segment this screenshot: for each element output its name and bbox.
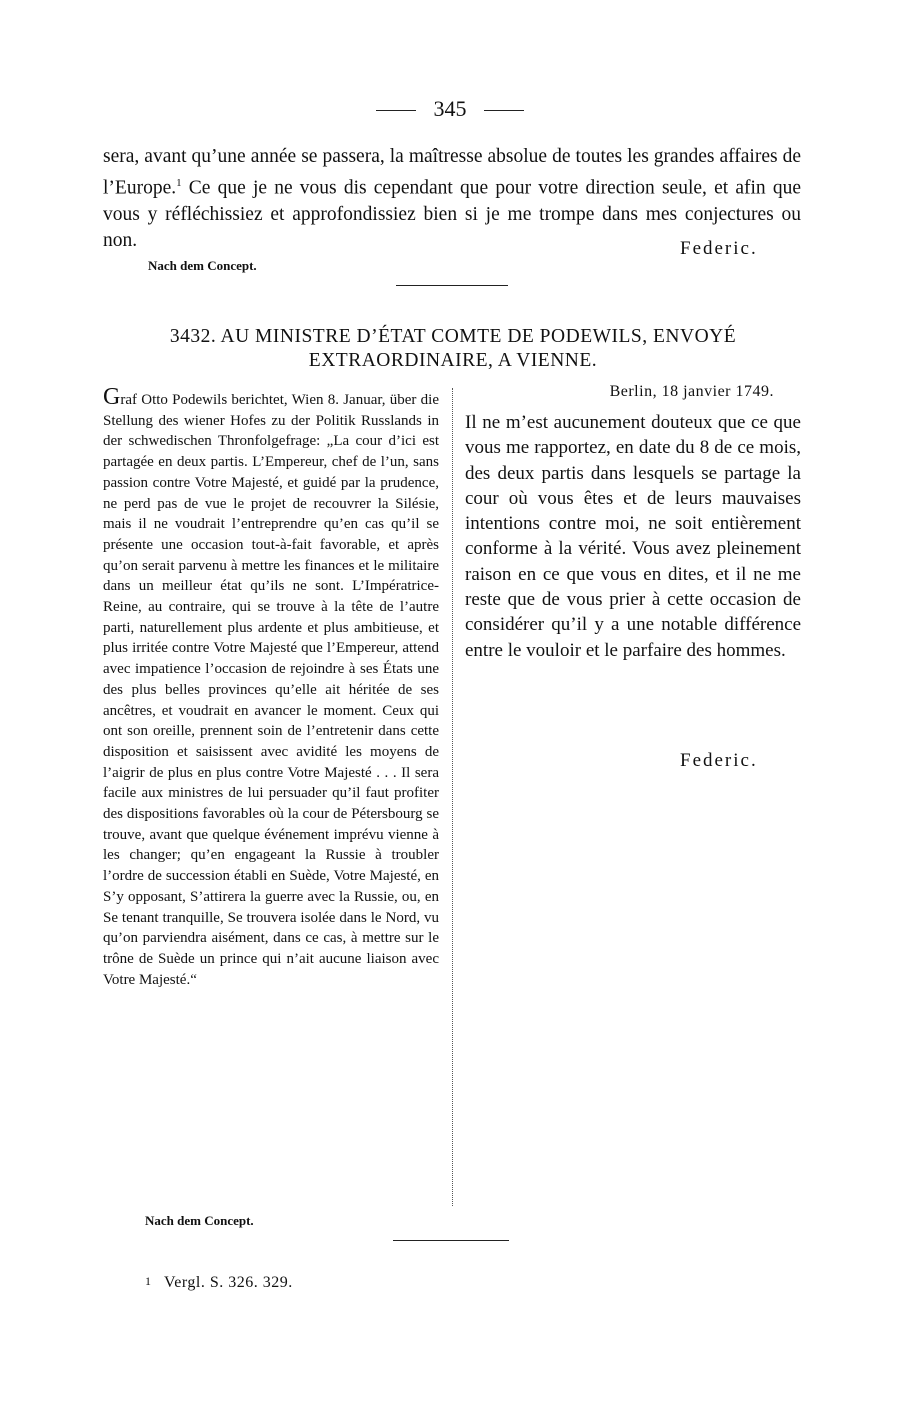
header-dash-right	[484, 110, 524, 111]
page-header	[0, 96, 900, 122]
column-separator	[452, 388, 453, 1206]
section-divider	[396, 285, 508, 286]
continuation-text: sera, avant qu’une année se passera, la maîtresse absolue de toutes les grandes affaires de l’Europe.	[103, 146, 801, 199]
footnote-divider	[393, 1240, 509, 1241]
footnote-mark: 1	[176, 177, 182, 189]
report-text: raf Otto Podewils berichtet, Wien 8. Januar, über die Stellung des wiener Hofes zu der Politik Russlands in der schwedischen Thronfolgefrage: „La cour d’ici est partagée en deux partis. L’Empereur, chef de l’un, sans passion contre Votre Majesté, et guidé par la prudence, ne perd pas de vue le projet de recouvrer la Silésie, mais il ne voudrait l’entreprendre qu’en cas qu’il se présente une occasion tout-à-fait favorable, et après qu’on serait parvenu à mettre les finances et le militaire dans un meilleur état qu’ils ne sont. L’Impératrice-Reine, au contraire, qui se trouve à la tête de l’autre parti, naturellement plus ardente et plus ambitieuse, et plus irritée contre Votre Majesté que l’Empereur, attend avec impatience l’occasion de rejoindre à ses États une des plus belles provinces qu’elle ait héritée de ses ancêtres, et voudrait en avancer le moment. Ceux qui ont son oreille, prennent soin de l’entretenir dans cette disposition et saisissent avec avidité les moyens de l’aigrir de plus en plus contre Votre Majesté . . . Il sera facile aux ministres de lui persuader qu’il faut profiter des dispositions favorables où la cour de Pétersbourg se trouve, avant que quelque événement imprévu vienne à les changer; qu’en engageant la Russie à troubler l’ordre de succession établi en Suède, Votre Majesté, en S’y opposant, S’attirera la guerre avec la Russie, ou, en Se tenant tranquille, Se trouvera isolée dans le Nord, vu qu’on parviendra aisément, dans ce cas, à mettre sur le trône de Suède un prince qui n’ait aucune liaison avec Votre Majesté.“	[103, 392, 439, 988]
footnote-number: 1	[145, 1274, 152, 1288]
letter-signature: Federic.	[680, 750, 758, 771]
page-number: 345	[433, 96, 467, 121]
letter-body: Il ne m’est aucunement douteux que ce que vous me rapportez, en date du 8 de ce mois, des deux partis dans lesquels se partage la cour où vous êtes et de leurs mauvaises intentions contre moi, ne soit entièrement conforme à la vérité. Vous avez pleinement raison en ce que vous en dites, et il ne me reste que de vous prier à cette occasion de considérer qu’il y a une notable différence entre le vouloir et le parfaire des hommes.	[465, 412, 801, 661]
footnote-text: Vergl. S. 326. 329.	[164, 1274, 293, 1291]
drop-cap: G	[103, 384, 121, 410]
letter-date: Berlin, 18 janvier 1749.	[609, 383, 774, 400]
footnote	[145, 1274, 293, 1292]
header-dash-left	[376, 110, 416, 111]
top-source-note: Nach dem Concept.	[148, 258, 257, 273]
report-column	[103, 384, 439, 990]
top-signature: Federic.	[680, 238, 758, 259]
report-source-note: Nach dem Concept.	[145, 1213, 254, 1228]
letter-heading: 3432. AU MINISTRE D’ÉTAT COMTE DE PODEWILS, ENVOYÉ EXTRAORDINAIRE, A VIENNE.	[169, 326, 737, 371]
continuation-text-rest: Ce que je ne vous dis cependant que pour votre direction seule, et afin que vous y réfléchissiez et approfondissiez bien si je me trompe dans mes conjectures ou non.	[103, 177, 801, 251]
